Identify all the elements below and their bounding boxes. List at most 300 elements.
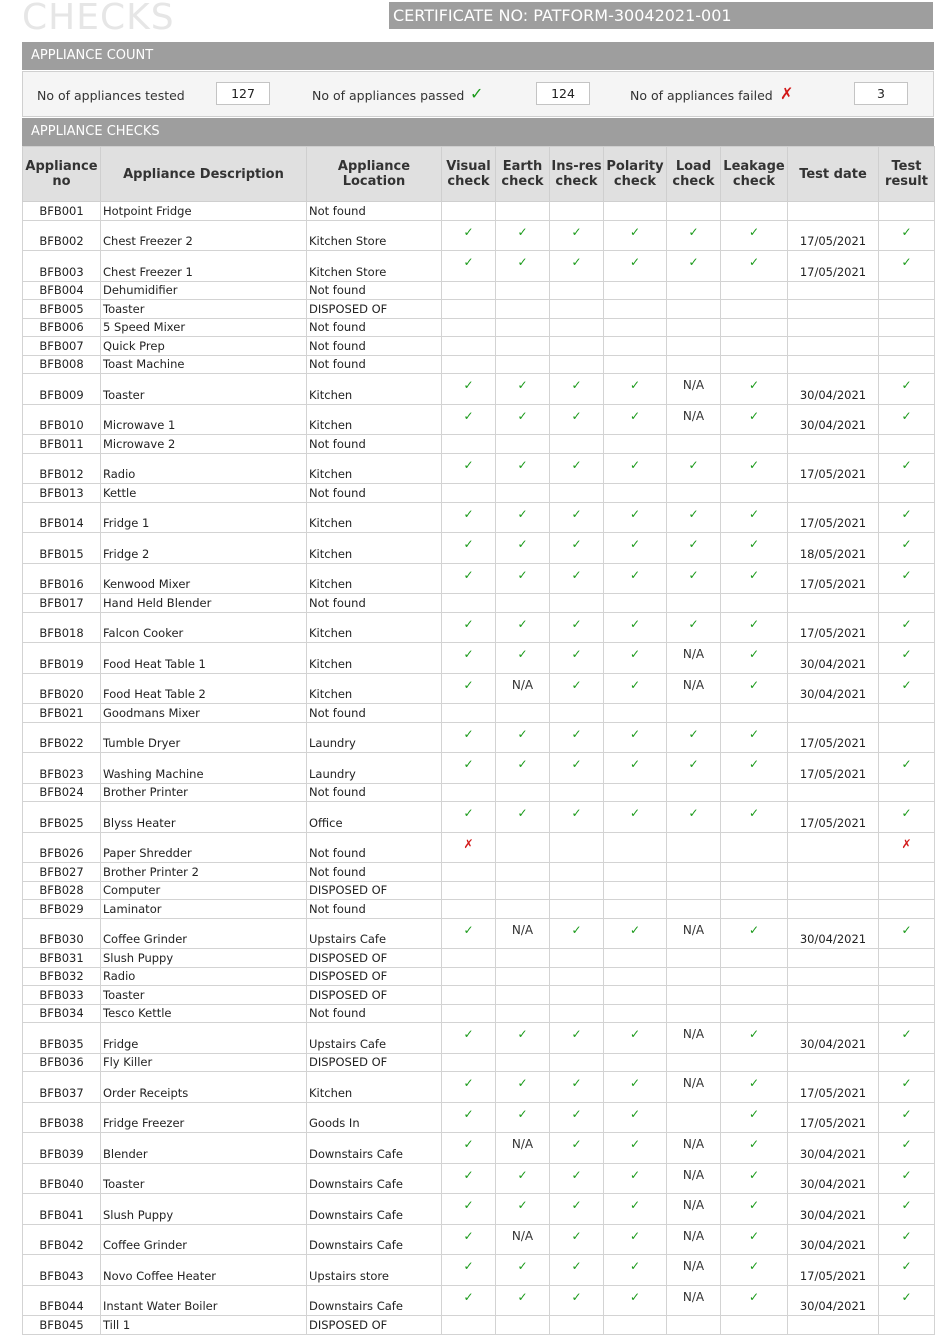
- location-cell: DISPOSED OF: [307, 300, 442, 319]
- leakage-check-cell: [721, 337, 788, 356]
- passed-label: No of appliances passed: [312, 88, 465, 103]
- description-cell: Kettle: [101, 484, 307, 503]
- test-result-cell: ✓: [879, 563, 935, 594]
- location-cell: Upstairs Cafe: [307, 1023, 442, 1054]
- leakage-check-cell: ✓: [721, 533, 788, 564]
- load-check-cell: [667, 484, 721, 503]
- location-cell: Not found: [307, 355, 442, 374]
- load-check-cell: N/A: [667, 374, 721, 405]
- ins-res-check-cell: ✓: [550, 502, 604, 533]
- polarity-check-cell: [604, 900, 667, 919]
- description-cell: Quick Prep: [101, 337, 307, 356]
- leakage-check-cell: ✓: [721, 1224, 788, 1255]
- col-location: Appliance Location: [307, 147, 442, 202]
- test-result-cell: ✓: [879, 802, 935, 833]
- test-date-cell: [788, 704, 879, 723]
- leakage-check-cell: ✓: [721, 753, 788, 784]
- test-date-cell: 30/04/2021: [788, 1194, 879, 1225]
- leakage-check-cell: [721, 1004, 788, 1023]
- polarity-check-cell: ✓: [604, 1072, 667, 1103]
- location-cell: Not found: [307, 832, 442, 863]
- earth-check-cell: ✓: [496, 1255, 550, 1286]
- appliance-no-cell: BFB036: [23, 1053, 101, 1072]
- ins-res-check-cell: ✓: [550, 802, 604, 833]
- ins-res-check-cell: [550, 967, 604, 986]
- load-check-cell: [667, 355, 721, 374]
- visual-check-cell: ✓: [442, 612, 496, 643]
- appliance-no-cell: BFB020: [23, 673, 101, 704]
- earth-check-cell: [496, 202, 550, 221]
- leakage-check-cell: ✓: [721, 673, 788, 704]
- test-result-cell: [879, 355, 935, 374]
- location-cell: Downstairs Cafe: [307, 1285, 442, 1316]
- earth-check-cell: ✓: [496, 1163, 550, 1194]
- earth-check-cell: [496, 337, 550, 356]
- load-check-cell: [667, 986, 721, 1005]
- test-result-cell: [879, 722, 935, 753]
- test-date-cell: [788, 1004, 879, 1023]
- earth-check-cell: [496, 832, 550, 863]
- test-result-cell: ✓: [879, 612, 935, 643]
- appliance-no-cell: BFB032: [23, 967, 101, 986]
- earth-check-cell: ✓: [496, 533, 550, 564]
- table-row: [23, 1004, 935, 1023]
- test-date-cell: 30/04/2021: [788, 374, 879, 405]
- table-row: [23, 704, 935, 723]
- table-row: [23, 612, 935, 643]
- polarity-check-cell: ✓: [604, 453, 667, 484]
- description-cell: Novo Coffee Heater: [101, 1255, 307, 1286]
- visual-check-cell: [442, 594, 496, 613]
- ins-res-check-cell: [550, 1053, 604, 1072]
- description-cell: Microwave 2: [101, 435, 307, 454]
- polarity-check-cell: ✓: [604, 1133, 667, 1164]
- test-date-cell: 17/05/2021: [788, 502, 879, 533]
- test-result-cell: ✓: [879, 1255, 935, 1286]
- appliance-no-cell: BFB002: [23, 220, 101, 251]
- load-check-cell: N/A: [667, 918, 721, 949]
- location-cell: Not found: [307, 1004, 442, 1023]
- location-cell: DISPOSED OF: [307, 1316, 442, 1335]
- test-date-cell: 17/05/2021: [788, 220, 879, 251]
- load-check-cell: ✓: [667, 251, 721, 282]
- earth-check-cell: [496, 594, 550, 613]
- leakage-check-cell: ✓: [721, 612, 788, 643]
- polarity-check-cell: ✓: [604, 918, 667, 949]
- table-row: [23, 863, 935, 882]
- polarity-check-cell: [604, 484, 667, 503]
- appliance-no-cell: BFB025: [23, 802, 101, 833]
- location-cell: Not found: [307, 337, 442, 356]
- earth-check-cell: [496, 881, 550, 900]
- test-date-cell: 30/04/2021: [788, 1224, 879, 1255]
- earth-check-cell: ✓: [496, 722, 550, 753]
- test-result-cell: ✓: [879, 533, 935, 564]
- table-row: [23, 1023, 935, 1054]
- ins-res-check-cell: ✓: [550, 1285, 604, 1316]
- load-check-cell: N/A: [667, 1255, 721, 1286]
- appliance-no-cell: BFB030: [23, 918, 101, 949]
- appliance-no-cell: BFB037: [23, 1072, 101, 1103]
- load-check-cell: ✓: [667, 753, 721, 784]
- leakage-check-cell: ✓: [721, 1133, 788, 1164]
- appliance-count-header: APPLIANCE COUNT: [22, 42, 934, 70]
- polarity-check-cell: [604, 949, 667, 968]
- earth-check-cell: [496, 1053, 550, 1072]
- load-check-cell: N/A: [667, 1133, 721, 1164]
- ins-res-check-cell: ✓: [550, 404, 604, 435]
- ins-res-check-cell: [550, 704, 604, 723]
- table-row: [23, 918, 935, 949]
- earth-check-cell: ✓: [496, 251, 550, 282]
- table-row: [23, 722, 935, 753]
- passed-count-field[interactable]: 124: [536, 82, 590, 105]
- ins-res-check-cell: ✓: [550, 722, 604, 753]
- load-check-cell: ✓: [667, 533, 721, 564]
- location-cell: Not found: [307, 318, 442, 337]
- test-date-cell: [788, 202, 879, 221]
- leakage-check-cell: [721, 202, 788, 221]
- load-check-cell: ✓: [667, 722, 721, 753]
- leakage-check-cell: [721, 900, 788, 919]
- test-date-cell: 17/05/2021: [788, 1102, 879, 1133]
- col-test-result: Test result: [879, 147, 935, 202]
- ins-res-check-cell: ✓: [550, 1023, 604, 1054]
- test-date-cell: [788, 783, 879, 802]
- test-result-cell: [879, 594, 935, 613]
- table-row: [23, 337, 935, 356]
- location-cell: Not found: [307, 435, 442, 454]
- col-earth-check: Earth check: [496, 147, 550, 202]
- description-cell: Toaster: [101, 300, 307, 319]
- test-result-cell: ✗: [879, 832, 935, 863]
- earth-check-cell: N/A: [496, 1224, 550, 1255]
- table-header-row: [23, 147, 935, 202]
- load-check-cell: [667, 881, 721, 900]
- description-cell: Coffee Grinder: [101, 918, 307, 949]
- visual-check-cell: [442, 863, 496, 882]
- appliance-no-cell: BFB017: [23, 594, 101, 613]
- visual-check-cell: ✓: [442, 220, 496, 251]
- polarity-check-cell: [604, 300, 667, 319]
- leakage-check-cell: [721, 967, 788, 986]
- visual-check-cell: ✓: [442, 1163, 496, 1194]
- appliance-checks-header: APPLIANCE CHECKS: [22, 118, 934, 146]
- green-check-icon: ✓: [470, 84, 484, 103]
- table-row: [23, 220, 935, 251]
- appliance-no-cell: BFB042: [23, 1224, 101, 1255]
- earth-check-cell: [496, 281, 550, 300]
- table-row: [23, 404, 935, 435]
- load-check-cell: [667, 949, 721, 968]
- location-cell: Downstairs Cafe: [307, 1133, 442, 1164]
- tested-count-field[interactable]: 127: [216, 82, 270, 105]
- appliance-no-cell: BFB033: [23, 986, 101, 1005]
- test-result-cell: [879, 1004, 935, 1023]
- appliance-no-cell: BFB005: [23, 300, 101, 319]
- description-cell: Slush Puppy: [101, 949, 307, 968]
- visual-check-cell: ✓: [442, 1194, 496, 1225]
- ins-res-check-cell: ✓: [550, 563, 604, 594]
- visual-check-cell: [442, 1004, 496, 1023]
- location-cell: Laundry: [307, 722, 442, 753]
- test-result-cell: [879, 881, 935, 900]
- load-check-cell: [667, 435, 721, 454]
- description-cell: Instant Water Boiler: [101, 1285, 307, 1316]
- description-cell: Tumble Dryer: [101, 722, 307, 753]
- leakage-check-cell: ✓: [721, 722, 788, 753]
- table-row: [23, 355, 935, 374]
- test-date-cell: [788, 900, 879, 919]
- test-date-cell: 18/05/2021: [788, 533, 879, 564]
- load-check-cell: N/A: [667, 1023, 721, 1054]
- earth-check-cell: N/A: [496, 1133, 550, 1164]
- load-check-cell: N/A: [667, 1194, 721, 1225]
- description-cell: Dehumidifier: [101, 281, 307, 300]
- test-date-cell: 30/04/2021: [788, 918, 879, 949]
- polarity-check-cell: [604, 783, 667, 802]
- load-check-cell: N/A: [667, 1224, 721, 1255]
- location-cell: DISPOSED OF: [307, 967, 442, 986]
- ins-res-check-cell: [550, 881, 604, 900]
- earth-check-cell: ✓: [496, 1072, 550, 1103]
- visual-check-cell: [442, 300, 496, 319]
- certificate-number: CERTIFICATE NO: PATFORM-30042021-001: [389, 2, 933, 29]
- appliance-no-cell: BFB009: [23, 374, 101, 405]
- leakage-check-cell: ✓: [721, 1255, 788, 1286]
- ins-res-check-cell: ✓: [550, 533, 604, 564]
- test-date-cell: [788, 949, 879, 968]
- earth-check-cell: ✓: [496, 1194, 550, 1225]
- location-cell: Kitchen Store: [307, 251, 442, 282]
- appliance-count-panel: [22, 71, 934, 117]
- table-row: [23, 783, 935, 802]
- polarity-check-cell: [604, 832, 667, 863]
- appliance-no-cell: BFB011: [23, 435, 101, 454]
- table-row: [23, 967, 935, 986]
- description-cell: Brother Printer 2: [101, 863, 307, 882]
- earth-check-cell: [496, 484, 550, 503]
- description-cell: Blender: [101, 1133, 307, 1164]
- test-date-cell: 17/05/2021: [788, 802, 879, 833]
- col-leakage-check: Leakage check: [721, 147, 788, 202]
- polarity-check-cell: ✓: [604, 1255, 667, 1286]
- earth-check-cell: ✓: [496, 453, 550, 484]
- load-check-cell: ✓: [667, 563, 721, 594]
- polarity-check-cell: ✓: [604, 1023, 667, 1054]
- polarity-check-cell: ✓: [604, 502, 667, 533]
- description-cell: Food Heat Table 1: [101, 643, 307, 674]
- load-check-cell: [667, 1004, 721, 1023]
- location-cell: Not found: [307, 484, 442, 503]
- appliance-no-cell: BFB039: [23, 1133, 101, 1164]
- appliance-no-cell: BFB024: [23, 783, 101, 802]
- load-check-cell: N/A: [667, 1072, 721, 1103]
- leakage-check-cell: ✓: [721, 220, 788, 251]
- table-row: [23, 1053, 935, 1072]
- appliance-no-cell: BFB001: [23, 202, 101, 221]
- failed-count-field[interactable]: 3: [854, 82, 908, 105]
- location-cell: Not found: [307, 594, 442, 613]
- appliance-no-cell: BFB044: [23, 1285, 101, 1316]
- test-date-cell: [788, 435, 879, 454]
- load-check-cell: [667, 300, 721, 319]
- polarity-check-cell: [604, 863, 667, 882]
- test-date-cell: 30/04/2021: [788, 643, 879, 674]
- load-check-cell: [667, 863, 721, 882]
- appliance-no-cell: BFB012: [23, 453, 101, 484]
- visual-check-cell: [442, 281, 496, 300]
- polarity-check-cell: ✓: [604, 533, 667, 564]
- polarity-check-cell: ✓: [604, 612, 667, 643]
- ins-res-check-cell: [550, 355, 604, 374]
- table-row: [23, 484, 935, 503]
- polarity-check-cell: ✓: [604, 1163, 667, 1194]
- description-cell: Falcon Cooker: [101, 612, 307, 643]
- polarity-check-cell: [604, 986, 667, 1005]
- test-result-cell: [879, 300, 935, 319]
- table-row: [23, 281, 935, 300]
- load-check-cell: [667, 318, 721, 337]
- leakage-check-cell: ✓: [721, 918, 788, 949]
- appliance-no-cell: BFB007: [23, 337, 101, 356]
- table-row: [23, 453, 935, 484]
- visual-check-cell: ✓: [442, 502, 496, 533]
- earth-check-cell: ✓: [496, 643, 550, 674]
- ins-res-check-cell: [550, 949, 604, 968]
- earth-check-cell: ✓: [496, 1023, 550, 1054]
- test-date-cell: [788, 881, 879, 900]
- location-cell: Not found: [307, 783, 442, 802]
- visual-check-cell: [442, 484, 496, 503]
- test-result-cell: ✓: [879, 1072, 935, 1103]
- polarity-check-cell: ✓: [604, 753, 667, 784]
- test-date-cell: [788, 300, 879, 319]
- test-date-cell: [788, 863, 879, 882]
- test-result-cell: [879, 967, 935, 986]
- visual-check-cell: ✓: [442, 1023, 496, 1054]
- earth-check-cell: [496, 355, 550, 374]
- ins-res-check-cell: [550, 300, 604, 319]
- polarity-check-cell: ✓: [604, 1285, 667, 1316]
- polarity-check-cell: ✓: [604, 643, 667, 674]
- appliance-no-cell: BFB034: [23, 1004, 101, 1023]
- leakage-check-cell: ✓: [721, 404, 788, 435]
- appliance-no-cell: BFB045: [23, 1316, 101, 1335]
- test-date-cell: 30/04/2021: [788, 1023, 879, 1054]
- visual-check-cell: ✓: [442, 1102, 496, 1133]
- visual-check-cell: [442, 1316, 496, 1335]
- description-cell: Goodmans Mixer: [101, 704, 307, 723]
- description-cell: 5 Speed Mixer: [101, 318, 307, 337]
- load-check-cell: [667, 832, 721, 863]
- location-cell: Downstairs Cafe: [307, 1194, 442, 1225]
- load-check-cell: [667, 1102, 721, 1133]
- location-cell: Upstairs store: [307, 1255, 442, 1286]
- appliance-no-cell: BFB022: [23, 722, 101, 753]
- appliance-no-cell: BFB023: [23, 753, 101, 784]
- earth-check-cell: [496, 435, 550, 454]
- description-cell: Radio: [101, 453, 307, 484]
- description-cell: Chest Freezer 1: [101, 251, 307, 282]
- test-result-cell: [879, 900, 935, 919]
- visual-check-cell: [442, 967, 496, 986]
- location-cell: Not found: [307, 863, 442, 882]
- visual-check-cell: ✓: [442, 643, 496, 674]
- location-cell: DISPOSED OF: [307, 949, 442, 968]
- description-cell: Blyss Heater: [101, 802, 307, 833]
- visual-check-cell: ✓: [442, 251, 496, 282]
- appliance-no-cell: BFB027: [23, 863, 101, 882]
- description-cell: Computer: [101, 881, 307, 900]
- leakage-check-cell: [721, 863, 788, 882]
- table-row: [23, 1133, 935, 1164]
- location-cell: Goods In: [307, 1102, 442, 1133]
- test-date-cell: 17/05/2021: [788, 1255, 879, 1286]
- test-result-cell: ✓: [879, 1224, 935, 1255]
- ins-res-check-cell: ✓: [550, 753, 604, 784]
- red-cross-icon: ✗: [780, 84, 794, 103]
- leakage-check-cell: [721, 1316, 788, 1335]
- test-date-cell: [788, 484, 879, 503]
- earth-check-cell: [496, 900, 550, 919]
- visual-check-cell: ✓: [442, 673, 496, 704]
- table-row: [23, 802, 935, 833]
- ins-res-check-cell: ✓: [550, 251, 604, 282]
- ins-res-check-cell: [550, 986, 604, 1005]
- description-cell: Hand Held Blender: [101, 594, 307, 613]
- load-check-cell: [667, 337, 721, 356]
- polarity-check-cell: ✓: [604, 722, 667, 753]
- table-row: [23, 502, 935, 533]
- earth-check-cell: [496, 986, 550, 1005]
- visual-check-cell: ✓: [442, 1224, 496, 1255]
- polarity-check-cell: [604, 435, 667, 454]
- appliance-no-cell: BFB004: [23, 281, 101, 300]
- visual-check-cell: ✓: [442, 802, 496, 833]
- polarity-check-cell: ✓: [604, 220, 667, 251]
- appliance-no-cell: BFB028: [23, 881, 101, 900]
- load-check-cell: ✓: [667, 612, 721, 643]
- table-row: [23, 318, 935, 337]
- ins-res-check-cell: ✓: [550, 643, 604, 674]
- table-row: [23, 1072, 935, 1103]
- polarity-check-cell: [604, 318, 667, 337]
- visual-check-cell: [442, 318, 496, 337]
- appliance-no-cell: BFB019: [23, 643, 101, 674]
- description-cell: Hotpoint Fridge: [101, 202, 307, 221]
- location-cell: Laundry: [307, 753, 442, 784]
- table-row: [23, 832, 935, 863]
- leakage-check-cell: ✓: [721, 1023, 788, 1054]
- ins-res-check-cell: [550, 435, 604, 454]
- description-cell: Fly Killer: [101, 1053, 307, 1072]
- leakage-check-cell: [721, 318, 788, 337]
- ins-res-check-cell: ✓: [550, 918, 604, 949]
- ins-res-check-cell: ✓: [550, 1133, 604, 1164]
- leakage-check-cell: [721, 986, 788, 1005]
- appliance-no-cell: BFB035: [23, 1023, 101, 1054]
- polarity-check-cell: [604, 1053, 667, 1072]
- visual-check-cell: [442, 986, 496, 1005]
- load-check-cell: [667, 967, 721, 986]
- appliance-no-cell: BFB014: [23, 502, 101, 533]
- load-check-cell: [667, 1053, 721, 1072]
- visual-check-cell: ✓: [442, 1285, 496, 1316]
- appliance-no-cell: BFB008: [23, 355, 101, 374]
- leakage-check-cell: [721, 881, 788, 900]
- polarity-check-cell: [604, 202, 667, 221]
